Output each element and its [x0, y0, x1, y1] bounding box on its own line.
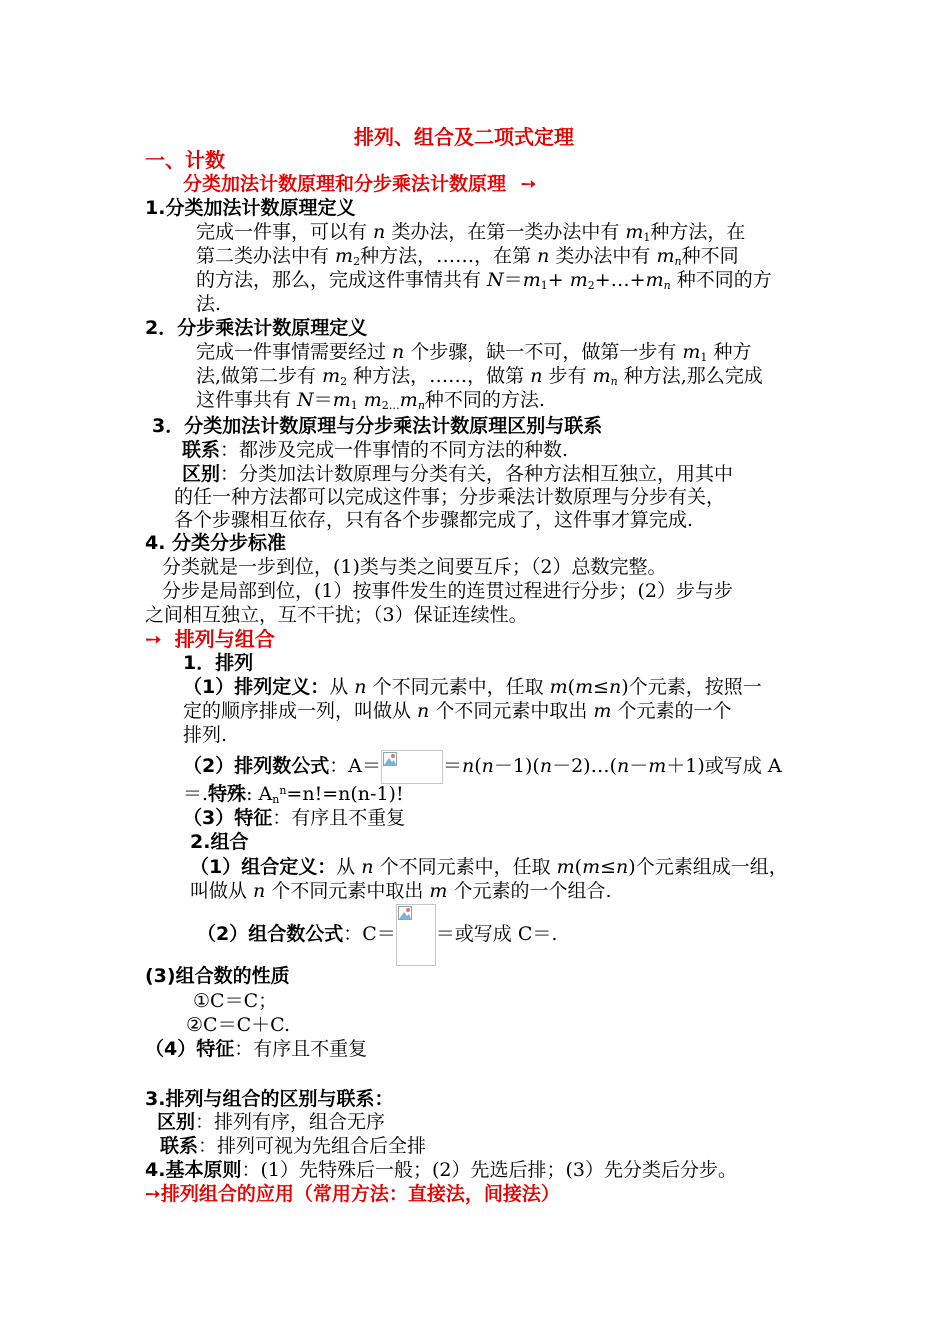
- relation-line: 联系：都涉及完成一件事情的不同方法的种数.: [182, 439, 569, 461]
- permutation-def-line-1: （1）排列定义：从 n 个不同元素中，任取 m(m≤n)个元素，按照一: [183, 676, 762, 698]
- difference-line-1: 区别：分类加法计数原理与分类有关，各种方法相互独立，用其中: [182, 463, 734, 485]
- perm-comb-relation: 联系：排列可视为先组合后全排: [160, 1135, 427, 1157]
- heading-addition-principle: 1.分类加法计数原理定义: [145, 197, 356, 219]
- heading-classification-standard: 4. 分类分步标准: [145, 532, 287, 554]
- basic-principles: 4.基本原则：(1）先特殊后一般；(2）先选后排；(3）先分类后分步。: [145, 1159, 737, 1181]
- broken-image-icon: [383, 752, 397, 766]
- multiplication-principle-line-3: 这件事共有 $N=m_1$ $m_{2\dots}m_n$种不同的方法.: [196, 389, 545, 412]
- combination-property-2: ②C＝C＋C.: [186, 1014, 291, 1036]
- permutation-feature: （3）特征：有序且不重复: [183, 807, 406, 829]
- perm-comb-difference: 区别：排列有序，组合无序: [157, 1111, 386, 1133]
- classification-line-3: 之间相互独立，互不干扰；（3）保证连续性。: [145, 604, 528, 626]
- section-heading-permutation-combination: ➙ 排列与组合: [145, 627, 275, 651]
- multiplication-principle-line-2: 法,做第二步有 $m_2$ 种方法，……，做第 n 步有 $m_n$ 种方法,那么完成: [196, 365, 763, 388]
- heading-perm-comb-difference: 3.排列与组合的区别与联系：: [145, 1088, 394, 1110]
- combination-def-line-1: （1）组合定义：从 n 个不同元素中，任取 m(m≤n)个元素组成一组，: [190, 856, 788, 878]
- page-title: 排列、组合及二项式定理: [354, 125, 574, 149]
- classification-line-1: 分类就是一步到位，(1)类与类之间要互斥；（2）总数完整。: [162, 556, 667, 578]
- addition-principle-line-2: 第二类办法中有 $m_2$种方法，……，在第 n 类办法中有 $m_n$种不同: [196, 245, 739, 268]
- subheading-text: 分类加法计数原理和分步乘法计数原理: [183, 173, 507, 195]
- permutation-def-line-2: 定的顺序排成一列，叫做从 n 个不同元素中取出 m 个元素的一个: [183, 700, 732, 722]
- section-heading-applications: ➙排列组合的应用（常用方法：直接法，间接法）: [145, 1183, 560, 1205]
- formula-image: [396, 904, 436, 966]
- classification-line-2: 分步是局部到位，(1）按事件发生的连贯过程进行分步；(2）步与步: [162, 580, 734, 602]
- heading-combination: 2.组合: [190, 831, 249, 853]
- difference-line-2: 的任一种方法都可以完成这件事；分步乘法计数原理与分步有关，: [174, 486, 726, 508]
- addition-principle-line-1: 完成一件事，可以有 n 类办法，在第一类办法中有 $m_1$种方法，在: [196, 221, 746, 244]
- combination-property-1: ①C＝C；: [193, 990, 278, 1012]
- heading-difference-and-relation: 3．分类加法计数原理与分步乘法计数原理区别与联系: [152, 415, 603, 437]
- addition-principle-line-4: 法.: [196, 293, 222, 315]
- permutation-formula-line-2: ＝.特殊: $A_n^n=n!=n(n-1)$!: [183, 783, 404, 806]
- broken-image-icon: [398, 906, 412, 920]
- combination-def-line-2: 叫做从 n 个不同元素中取出 m 个元素的一个组合.: [190, 880, 612, 902]
- combination-formula-line: （2）组合数公式：C＝ ＝或写成 C＝.: [197, 902, 557, 966]
- heading-permutation: 1．排列: [183, 652, 254, 674]
- addition-principle-line-3: 的方法，那么，完成这件事情共有 $N=m_1+$ $m_2+\dots+m_n$ 种不同的方: [196, 269, 772, 292]
- arrow-icon: ➙: [520, 173, 537, 195]
- section-heading-counting: 一、计数: [145, 148, 225, 172]
- formula-image: [381, 750, 443, 784]
- permutation-def-line-3: 排列.: [183, 724, 228, 746]
- combination-feature: （4）特征：有序且不重复: [145, 1038, 368, 1060]
- subheading-counting-principles: [183, 172, 537, 196]
- heading-combination-properties: (3)组合数的性质: [145, 965, 290, 987]
- heading-multiplication-principle: 2．分步乘法计数原理定义: [145, 317, 368, 339]
- difference-line-3: 各个步骤相互依存，只有各个步骤都完成了，这件事才算完成.: [174, 509, 694, 531]
- permutation-formula-line-1: （2）排列数公式：A＝ ＝n(n－1)(n－2)…(n－m＋1)或写成 A: [183, 750, 782, 782]
- multiplication-principle-line-1: 完成一件事情需要经过 n 个步骤，缺一不可，做第一步有 $m_1$ 种方: [196, 341, 752, 364]
- arrow-icon: ➙: [145, 1183, 161, 1205]
- arrow-icon: ➙: [145, 627, 162, 651]
